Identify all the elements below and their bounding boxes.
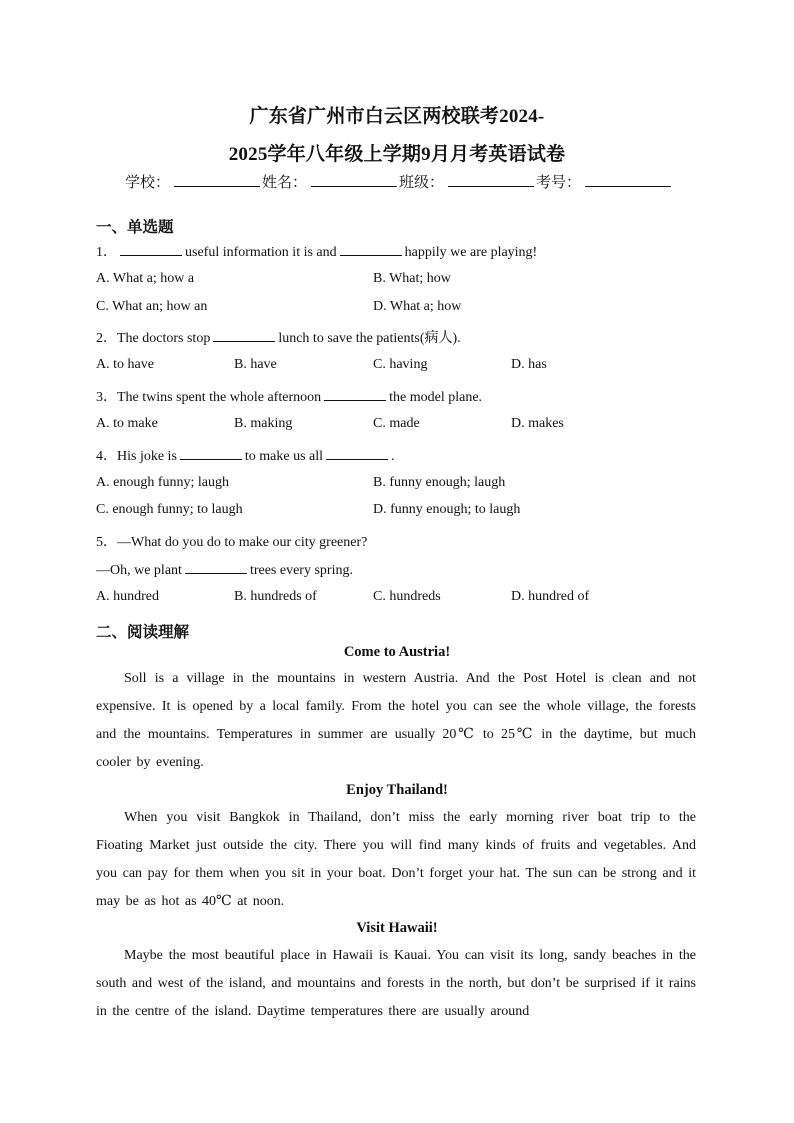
option-a: A. to have: [96, 357, 154, 372]
exam-no-blank: [585, 174, 671, 187]
question-4-stem: [96, 445, 395, 465]
option-d: D. hundred of: [511, 589, 590, 604]
option-d: D. What a; how: [373, 299, 462, 314]
answer-blank: [120, 243, 182, 256]
answer-blank: [213, 329, 275, 342]
option-b: B. What; how: [373, 271, 451, 286]
student-info-row: [125, 171, 673, 192]
question-text: useful information it is and: [185, 245, 337, 260]
section-heading-single-choice: 一、单选题: [96, 218, 174, 236]
option-b: B. making: [234, 416, 293, 431]
school-label: 学校：: [125, 175, 171, 191]
question-text: —Oh, we plant: [96, 563, 182, 578]
question-2-stem: [96, 327, 461, 347]
school-blank: [174, 174, 260, 187]
question-text: happily we are playing!: [404, 245, 538, 260]
option-d: D. funny enough; to laugh: [373, 502, 521, 517]
question-text: The twins spent the whole afternoon: [117, 390, 322, 405]
option-d: D. has: [511, 357, 547, 372]
name-blank: [311, 174, 397, 187]
answer-blank: [185, 561, 247, 574]
question-text: His joke is: [117, 449, 177, 464]
option-c: C. enough funny; to laugh: [96, 502, 243, 517]
question-number: 2．: [96, 331, 117, 346]
option-c: C. What an; how an: [96, 299, 208, 314]
answer-blank: [340, 243, 402, 256]
question-text: the model plane.: [389, 390, 483, 405]
option-a: A. hundred: [96, 589, 159, 604]
passage-text-austria: Soll is a village in the mountains in western Austria. And the Post Hotel is clean and not expensive. It is opened by a local family. From the hotel you can see the whole village, the forests and the mountains. Temperatures in summer are usually 20℃ to 25℃ in the daytime, but much cooler by evening.: [96, 671, 696, 770]
question-number: 1．: [96, 245, 117, 260]
option-a: A. What a; how a: [96, 271, 195, 286]
class-blank: [448, 174, 534, 187]
question-text: The doctors stop: [117, 331, 211, 346]
exam-title-line2: 2025学年八年级上学期9月月考英语试卷: [228, 144, 566, 165]
passage-text-hawaii: Maybe the most beautiful place in Hawaii is Kauai. You can visit its long, sandy beaches in the south and west of the island, and mountains and forests in the north, but don’t be surprised if it rains in the centre of the island. Daytime temperatures there are usually around: [96, 948, 696, 1019]
exam-title-line1: 广东省广州市白云区两校联考2024-: [249, 106, 545, 127]
option-a: A. to make: [96, 416, 158, 431]
option-c: C. having: [373, 357, 428, 372]
class-label: 班级：: [399, 175, 445, 191]
question-text: .: [391, 449, 395, 464]
question-text: to make us all: [244, 449, 324, 464]
question-1-stem: [96, 241, 537, 261]
answer-blank: [326, 447, 388, 460]
question-3-stem: [96, 386, 482, 406]
passage-title-hawaii: Visit Hawaii!: [356, 920, 438, 936]
name-label: 姓名：: [262, 175, 308, 191]
passage-title-austria: Come to Austria!: [343, 644, 451, 660]
question-text: lunch to save the patients(病人).: [278, 331, 461, 346]
question-text: trees every spring.: [249, 563, 353, 578]
question-5-stem-line2: [96, 561, 353, 579]
section-heading-reading: 二、阅读理解: [96, 623, 190, 641]
question-number: 4．: [96, 449, 117, 464]
question-text: —What do you do to make our city greener?: [117, 535, 368, 550]
passage-text-thailand: When you visit Bangkok in Thailand, don’t miss the early morning river boat trip to the Fioating Market just outside the city. There you will find many kinds of fruits and vegetables. And you can pay for them when you sit in your boat. Don’t forget your hat. The sun can be strong and it may be as hot as 40℃ at noon.: [96, 810, 696, 909]
passage-title-thailand: Enjoy Thailand!: [346, 782, 448, 798]
answer-blank: [180, 447, 242, 460]
option-b: B. have: [234, 357, 277, 372]
answer-blank: [324, 388, 386, 401]
exam-no-label: 考号：: [536, 175, 582, 191]
question-5-stem: [96, 531, 367, 551]
option-a: A. enough funny; laugh: [96, 475, 229, 490]
question-number: 3．: [96, 390, 117, 405]
option-d: D. makes: [511, 416, 564, 431]
question-number: 5．: [96, 535, 117, 550]
option-c: C. made: [373, 416, 420, 431]
option-b: B. hundreds of: [234, 589, 317, 604]
option-b: B. funny enough; laugh: [373, 475, 506, 490]
option-c: C. hundreds: [373, 589, 441, 604]
